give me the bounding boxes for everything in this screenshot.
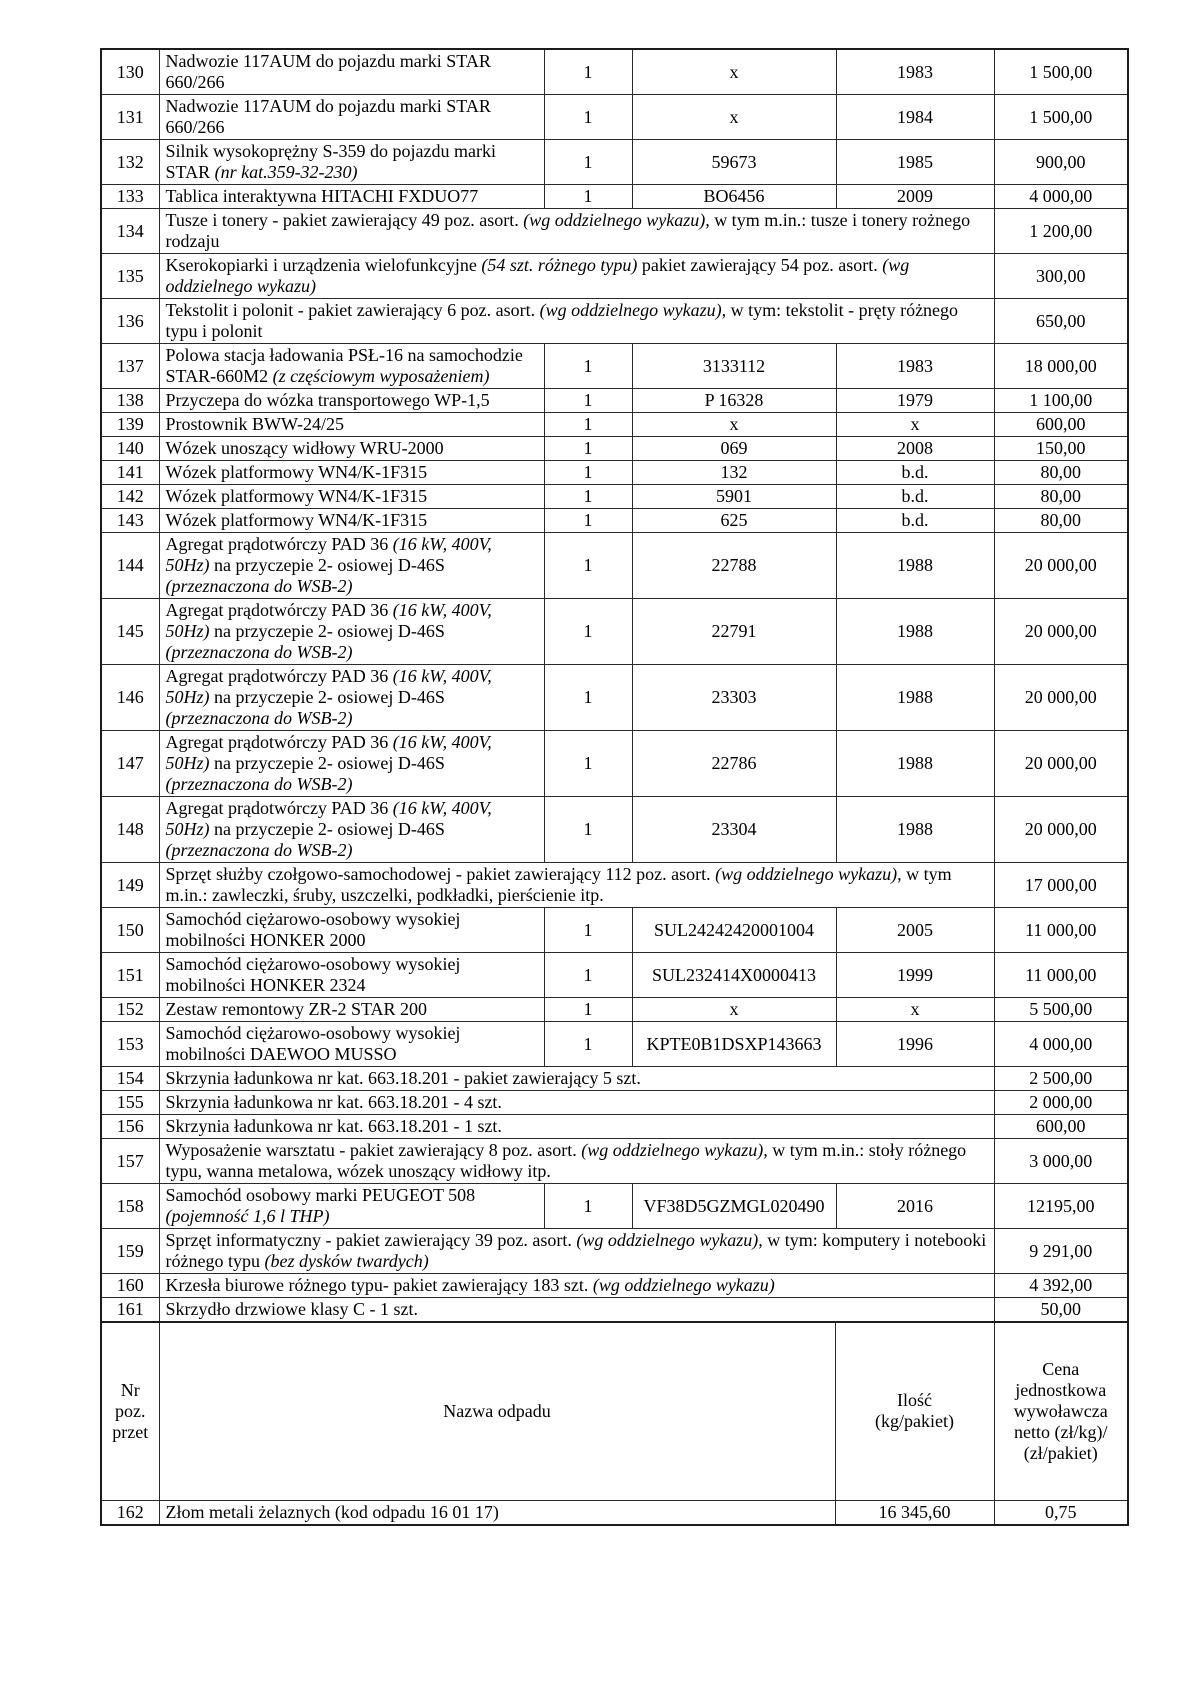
auction-items-table xyxy=(100,48,1129,1323)
price-cell: 20 000,00 xyxy=(994,731,1128,797)
price-cell: 4 392,00 xyxy=(994,1274,1128,1298)
item-name-note: (wg oddzielnego wykazu), xyxy=(523,210,710,230)
item-row-139 xyxy=(101,413,1128,437)
item-row-148 xyxy=(101,797,1128,863)
item-row-149 xyxy=(101,863,1128,908)
item-name-text: Przyczepa do wózka transportowego WP-1,5 xyxy=(165,390,490,410)
quantity-cell: 1 xyxy=(544,389,632,413)
quantity-cell: 1 xyxy=(544,185,632,209)
item-name-cell xyxy=(159,485,544,509)
item-name-text: Tusze i tonery - pakiet zawierający 49 poz. asort. xyxy=(165,210,524,230)
serial-number-cell: P 16328 xyxy=(632,389,836,413)
item-name-cell xyxy=(159,185,544,209)
year-cell: b.d. xyxy=(836,509,994,533)
item-row-154 xyxy=(101,1067,1128,1091)
price-cell: 20 000,00 xyxy=(994,599,1128,665)
year-cell: 1983 xyxy=(836,344,994,389)
item-number-cell: 156 xyxy=(101,1115,159,1139)
item-name-cell xyxy=(159,509,544,533)
item-name-note: (wg oddzielnego wykazu), xyxy=(576,1230,763,1250)
tables-wrap xyxy=(100,48,1127,1526)
quantity-cell: 1 xyxy=(544,797,632,863)
price-cell: 50,00 xyxy=(994,1298,1128,1323)
serial-number-cell: 625 xyxy=(632,509,836,533)
price-cell: 300,00 xyxy=(994,254,1128,299)
item-name-text: na przyczepie 2- osiowej D-46S xyxy=(209,555,445,575)
waste-items-table xyxy=(100,1321,1129,1526)
price-cell: 1 500,00 xyxy=(994,95,1128,140)
quantity-cell: 16 345,60 xyxy=(835,1500,994,1525)
item-number-cell: 137 xyxy=(101,344,159,389)
item-number-cell: 155 xyxy=(101,1091,159,1115)
year-cell: 2009 xyxy=(836,185,994,209)
quantity-cell: 1 xyxy=(544,49,632,95)
price-cell: 0,75 xyxy=(994,1500,1128,1525)
quantity-cell: 1 xyxy=(544,731,632,797)
quantity-cell: 1 xyxy=(544,908,632,953)
item-name-text: w tym: komputery i notebooki różnego typu xyxy=(165,1230,987,1271)
item-name-text: w tym m.in.: stoły różnego typu, wanna metalowa, wózek unoszący widłowy itp. xyxy=(165,1140,967,1181)
item-name-cell xyxy=(159,1091,994,1115)
waste-header-name: Nazwa odpadu xyxy=(159,1322,835,1500)
item-row-153 xyxy=(101,1022,1128,1067)
item-name-note: (wg oddzielnego wykazu) xyxy=(592,1275,775,1295)
item-number-cell: 146 xyxy=(101,665,159,731)
item-name-cell xyxy=(159,797,544,863)
item-row-147 xyxy=(101,731,1128,797)
serial-number-cell: KPTE0B1DSXP143663 xyxy=(632,1022,836,1067)
quantity-cell: 1 xyxy=(544,599,632,665)
item-row-133 xyxy=(101,185,1128,209)
item-name-cell xyxy=(159,437,544,461)
item-row-134 xyxy=(101,209,1128,254)
year-cell: x xyxy=(836,413,994,437)
serial-number-cell: SUL232414X0000413 xyxy=(632,953,836,998)
item-name-cell xyxy=(159,299,994,344)
item-number-cell: 132 xyxy=(101,140,159,185)
item-name-cell xyxy=(159,140,544,185)
serial-number-cell: 5901 xyxy=(632,485,836,509)
item-name-note: (16 kW, 400V, 50Hz) xyxy=(165,732,492,773)
item-name-cell xyxy=(159,998,544,1022)
item-number-cell: 149 xyxy=(101,863,159,908)
price-cell: 80,00 xyxy=(994,509,1128,533)
item-row-160 xyxy=(101,1274,1128,1298)
price-cell: 4 000,00 xyxy=(994,185,1128,209)
item-row-155 xyxy=(101,1091,1128,1115)
quantity-cell: 1 xyxy=(544,140,632,185)
item-name-text: w tym: tekstolit - pręty różnego typu i polonit xyxy=(165,300,959,341)
price-cell: 5 500,00 xyxy=(994,998,1128,1022)
item-row-135 xyxy=(101,254,1128,299)
price-cell: 4 000,00 xyxy=(994,1022,1128,1067)
quantity-cell: 1 xyxy=(544,1022,632,1067)
item-name-text: na przyczepie 2- osiowej D-46S xyxy=(209,819,445,839)
item-name-note: (wg oddzielnego wykazu), xyxy=(539,300,727,320)
item-name-cell xyxy=(159,254,994,299)
item-number-cell: 157 xyxy=(101,1139,159,1184)
item-name-text: Tablica interaktywna HITACHI FXDUO77 xyxy=(165,186,479,206)
serial-number-cell: x xyxy=(632,95,836,140)
quantity-cell: 1 xyxy=(544,485,632,509)
item-row-152 xyxy=(101,998,1128,1022)
waste-header-quantity: Ilość (kg/pakiet) xyxy=(835,1322,994,1500)
item-row-141 xyxy=(101,461,1128,485)
price-cell: 18 000,00 xyxy=(994,344,1128,389)
serial-number-cell: 22791 xyxy=(632,599,836,665)
item-name-text: Złom metali żelaznych (kod odpadu 16 01 17) xyxy=(165,1501,499,1522)
item-name-text: Kserokopiarki i urządzenia wielofunkcyjne xyxy=(165,255,482,275)
item-name-cell xyxy=(159,953,544,998)
item-name-note: (przeznaczona do WSB-2) xyxy=(165,642,353,662)
item-name-text: Agregat prądotwórczy PAD 36 xyxy=(165,534,393,554)
price-cell: 2 000,00 xyxy=(994,1091,1128,1115)
item-name-text: Skrzynia ładunkowa nr kat. 663.18.201 - 1 szt. xyxy=(165,1116,502,1136)
year-cell: 2016 xyxy=(836,1184,994,1229)
item-name-note: (16 kW, 400V, 50Hz) xyxy=(165,666,492,707)
item-name-text: Skrzydło drzwiowe klasy C - 1 szt. xyxy=(165,1299,418,1319)
item-number-cell: 145 xyxy=(101,599,159,665)
quantity-cell: 1 xyxy=(544,533,632,599)
item-row-158 xyxy=(101,1184,1128,1229)
item-name-cell xyxy=(159,863,994,908)
quantity-cell: 1 xyxy=(544,665,632,731)
item-name-cell xyxy=(159,665,544,731)
quantity-cell: 1 xyxy=(544,437,632,461)
item-name-text: Wózek platformowy WN4/K-1F315 xyxy=(165,510,428,530)
price-cell: 900,00 xyxy=(994,140,1128,185)
item-name-cell xyxy=(159,1115,994,1139)
quantity-cell: 1 xyxy=(544,1184,632,1229)
year-cell: 1979 xyxy=(836,389,994,413)
item-name-note: (wg oddzielnego wykazu), xyxy=(715,864,902,884)
year-cell: 1983 xyxy=(836,49,994,95)
item-name-note: (wg oddzielnego wykazu) xyxy=(165,255,910,296)
item-name-text: Wózek platformowy WN4/K-1F315 xyxy=(165,486,428,506)
item-number-cell: 151 xyxy=(101,953,159,998)
item-name-cell xyxy=(159,1298,994,1323)
item-name-note: (16 kW, 400V, 50Hz) xyxy=(165,534,492,575)
price-cell: 11 000,00 xyxy=(994,953,1128,998)
item-name-text: w tym m.in.: tusze i tonery rożnego rodzaju xyxy=(165,210,971,251)
year-cell: 1988 xyxy=(836,797,994,863)
item-name-text: Agregat prądotwórczy PAD 36 xyxy=(165,600,393,620)
item-number-cell: 158 xyxy=(101,1184,159,1229)
serial-number-cell: VF38D5GZMGL020490 xyxy=(632,1184,836,1229)
serial-number-cell: 23303 xyxy=(632,665,836,731)
waste-row-162 xyxy=(101,1500,1128,1525)
item-name-text: Agregat prądotwórczy PAD 36 xyxy=(165,666,393,686)
item-name-note: (16 kW, 400V, 50Hz) xyxy=(165,600,492,641)
item-name-text: na przyczepie 2- osiowej D-46S xyxy=(209,621,445,641)
item-row-150 xyxy=(101,908,1128,953)
year-cell: 1985 xyxy=(836,140,994,185)
price-cell: 9 291,00 xyxy=(994,1229,1128,1274)
item-number-cell: 160 xyxy=(101,1274,159,1298)
item-row-144 xyxy=(101,533,1128,599)
item-row-131 xyxy=(101,95,1128,140)
waste-header-unit-price: Cena jednostkowa wywoławcza netto (zł/kg)/ (zł/pakiet) xyxy=(994,1322,1128,1500)
item-row-140 xyxy=(101,437,1128,461)
item-name-note: (przeznaczona do WSB-2) xyxy=(165,708,353,728)
serial-number-cell: x xyxy=(632,413,836,437)
item-name-cell xyxy=(159,731,544,797)
item-name-text: Tekstolit i polonit - pakiet zawierający 6 poz. asort. xyxy=(165,300,540,320)
item-name-note: (16 kW, 400V, 50Hz) xyxy=(165,798,492,839)
price-cell: 11 000,00 xyxy=(994,908,1128,953)
price-cell: 2 500,00 xyxy=(994,1067,1128,1091)
item-name-cell xyxy=(159,389,544,413)
year-cell: 1988 xyxy=(836,731,994,797)
item-name-text: Skrzynia ładunkowa nr kat. 663.18.201 - 4 szt. xyxy=(165,1092,502,1112)
year-cell: 1988 xyxy=(836,533,994,599)
item-name-note: (przeznaczona do WSB-2) xyxy=(165,840,353,860)
item-name-note: (pojemność 1,6 l THP) xyxy=(165,1206,330,1226)
serial-number-cell: SUL24242420001004 xyxy=(632,908,836,953)
item-row-156 xyxy=(101,1115,1128,1139)
item-name-cell xyxy=(159,49,544,95)
item-name-text: na przyczepie 2- osiowej D-46S xyxy=(209,687,445,707)
item-number-cell: 152 xyxy=(101,998,159,1022)
price-cell: 3 000,00 xyxy=(994,1139,1128,1184)
item-name-note: (54 szt. różnego typu) xyxy=(481,255,638,275)
item-number-cell: 150 xyxy=(101,908,159,953)
serial-number-cell: 22788 xyxy=(632,533,836,599)
item-number-cell: 138 xyxy=(101,389,159,413)
item-number-cell: 142 xyxy=(101,485,159,509)
item-name-text: Prostownik BWW-24/25 xyxy=(165,414,344,434)
item-name-cell xyxy=(159,95,544,140)
year-cell: 1988 xyxy=(836,599,994,665)
price-cell: 150,00 xyxy=(994,437,1128,461)
item-number-cell: 133 xyxy=(101,185,159,209)
item-number-cell: 162 xyxy=(101,1500,159,1525)
serial-number-cell: 132 xyxy=(632,461,836,485)
year-cell: b.d. xyxy=(836,485,994,509)
item-name-text: Skrzynia ładunkowa nr kat. 663.18.201 - pakiet zawierający 5 szt. xyxy=(165,1068,641,1088)
serial-number-cell: 22786 xyxy=(632,731,836,797)
item-number-cell: 147 xyxy=(101,731,159,797)
item-name-text: w tym m.in.: zawleczki, śruby, uszczelki, podkładki, pierścienie itp. xyxy=(165,864,952,905)
item-name-cell xyxy=(159,1139,994,1184)
item-name-text: Silnik wysokoprężny S-359 do pojazdu marki STAR xyxy=(165,141,496,182)
item-name-text: Polowa stacja ładowania PSŁ-16 na samochodzie STAR-660M2 xyxy=(165,345,523,386)
year-cell: 1988 xyxy=(836,665,994,731)
item-name-cell xyxy=(159,344,544,389)
year-cell: 1996 xyxy=(836,1022,994,1067)
item-name-note: (wg oddzielnego wykazu), xyxy=(581,1140,768,1160)
item-name-text: Wózek unoszący widłowy WRU-2000 xyxy=(165,438,444,458)
item-number-cell: 130 xyxy=(101,49,159,95)
item-number-cell: 153 xyxy=(101,1022,159,1067)
item-name-text: Nadwozie 117AUM do pojazdu marki STAR 660/266 xyxy=(165,51,491,92)
item-row-151 xyxy=(101,953,1128,998)
quantity-cell: 1 xyxy=(544,998,632,1022)
item-name-text: Samochód ciężarowo-osobowy wysokiej mobilności HONKER 2324 xyxy=(165,954,461,995)
price-cell: 20 000,00 xyxy=(994,797,1128,863)
item-name-cell xyxy=(159,1274,994,1298)
year-cell: 1999 xyxy=(836,953,994,998)
year-cell: 2008 xyxy=(836,437,994,461)
quantity-cell: 1 xyxy=(544,413,632,437)
item-row-146 xyxy=(101,665,1128,731)
item-name-cell xyxy=(159,1022,544,1067)
item-name-text: Sprzęt służby czołgowo-samochodowej - pakiet zawierający 112 poz. asort. xyxy=(165,864,716,884)
quantity-cell: 1 xyxy=(544,344,632,389)
price-cell: 600,00 xyxy=(994,1115,1128,1139)
price-cell: 1 200,00 xyxy=(994,209,1128,254)
item-name-text: Samochód osobowy marki PEUGEOT 508 xyxy=(165,1185,476,1205)
serial-number-cell: BO6456 xyxy=(632,185,836,209)
item-name-note: (przeznaczona do WSB-2) xyxy=(165,774,353,794)
item-name-text: Sprzęt informatyczny - pakiet zawierający 39 poz. asort. xyxy=(165,1230,577,1250)
item-number-cell: 139 xyxy=(101,413,159,437)
item-name-text: Samochód ciężarowo-osobowy wysokiej mobilności DAEWOO MUSSO xyxy=(165,1023,461,1064)
item-name-cell xyxy=(159,533,544,599)
item-number-cell: 136 xyxy=(101,299,159,344)
item-number-cell: 161 xyxy=(101,1298,159,1323)
item-name-text: Wyposażenie warsztatu - pakiet zawierający 8 poz. asort. xyxy=(165,1140,582,1160)
year-cell: 1984 xyxy=(836,95,994,140)
year-cell: x xyxy=(836,998,994,1022)
item-row-161 xyxy=(101,1298,1128,1323)
item-row-138 xyxy=(101,389,1128,413)
item-name-cell xyxy=(159,1184,544,1229)
item-number-cell: 148 xyxy=(101,797,159,863)
quantity-cell: 1 xyxy=(544,461,632,485)
item-number-cell: 134 xyxy=(101,209,159,254)
serial-number-cell: 3133112 xyxy=(632,344,836,389)
item-number-cell: 135 xyxy=(101,254,159,299)
quantity-cell: 1 xyxy=(544,953,632,998)
item-name-text: Samochód ciężarowo-osobowy wysokiej mobilności HONKER 2000 xyxy=(165,909,461,950)
item-name-text: Nadwozie 117AUM do pojazdu marki STAR 660/266 xyxy=(165,96,491,137)
price-cell: 80,00 xyxy=(994,461,1128,485)
quantity-cell: 1 xyxy=(544,509,632,533)
price-cell: 12195,00 xyxy=(994,1184,1128,1229)
item-name-cell xyxy=(159,1067,994,1091)
item-name-note: (z częściowym wyposażeniem) xyxy=(272,366,490,386)
item-row-132 xyxy=(101,140,1128,185)
item-number-cell: 144 xyxy=(101,533,159,599)
price-cell: 20 000,00 xyxy=(994,665,1128,731)
item-row-143 xyxy=(101,509,1128,533)
item-name-cell xyxy=(159,908,544,953)
item-name-cell xyxy=(159,209,994,254)
waste-header-row xyxy=(101,1322,1128,1500)
item-name-text: Wózek platformowy WN4/K-1F315 xyxy=(165,462,428,482)
item-row-157 xyxy=(101,1139,1128,1184)
item-row-159 xyxy=(101,1229,1128,1274)
item-name-cell xyxy=(159,599,544,665)
item-number-cell: 159 xyxy=(101,1229,159,1274)
item-name-note: (nr kat.359-32-230) xyxy=(214,162,358,182)
item-number-cell: 143 xyxy=(101,509,159,533)
item-name-text: Zestaw remontowy ZR-2 STAR 200 xyxy=(165,999,428,1019)
price-cell: 80,00 xyxy=(994,485,1128,509)
item-name-text: Agregat prądotwórczy PAD 36 xyxy=(165,732,393,752)
item-row-145 xyxy=(101,599,1128,665)
serial-number-cell: 59673 xyxy=(632,140,836,185)
item-name-cell xyxy=(159,461,544,485)
item-name-text: Agregat prądotwórczy PAD 36 xyxy=(165,798,393,818)
item-row-136 xyxy=(101,299,1128,344)
price-cell: 1 500,00 xyxy=(994,49,1128,95)
item-name-text: na przyczepie 2- osiowej D-46S xyxy=(209,753,445,773)
item-number-cell: 140 xyxy=(101,437,159,461)
price-cell: 20 000,00 xyxy=(994,533,1128,599)
serial-number-cell: x xyxy=(632,49,836,95)
item-name-cell xyxy=(159,413,544,437)
serial-number-cell: 23304 xyxy=(632,797,836,863)
item-number-cell: 131 xyxy=(101,95,159,140)
item-row-142 xyxy=(101,485,1128,509)
item-name-text: Krzesła biurowe różnego typu- pakiet zawierający 183 szt. xyxy=(165,1275,593,1295)
waste-header-item-number: Nr poz. przet xyxy=(101,1322,159,1500)
item-name-cell xyxy=(159,1229,994,1274)
item-name-note: (przeznaczona do WSB-2) xyxy=(165,576,353,596)
serial-number-cell: 069 xyxy=(632,437,836,461)
price-cell: 600,00 xyxy=(994,413,1128,437)
item-name-cell xyxy=(159,1500,835,1525)
price-cell: 1 100,00 xyxy=(994,389,1128,413)
item-number-cell: 141 xyxy=(101,461,159,485)
item-row-137 xyxy=(101,344,1128,389)
item-name-text: pakiet zawierający 54 poz. asort. xyxy=(637,255,883,275)
serial-number-cell: x xyxy=(632,998,836,1022)
item-number-cell: 154 xyxy=(101,1067,159,1091)
item-name-note: (bez dysków twardych) xyxy=(264,1251,429,1271)
price-cell: 650,00 xyxy=(994,299,1128,344)
price-cell: 17 000,00 xyxy=(994,863,1128,908)
quantity-cell: 1 xyxy=(544,95,632,140)
item-row-130 xyxy=(101,49,1128,95)
year-cell: 2005 xyxy=(836,908,994,953)
year-cell: b.d. xyxy=(836,461,994,485)
